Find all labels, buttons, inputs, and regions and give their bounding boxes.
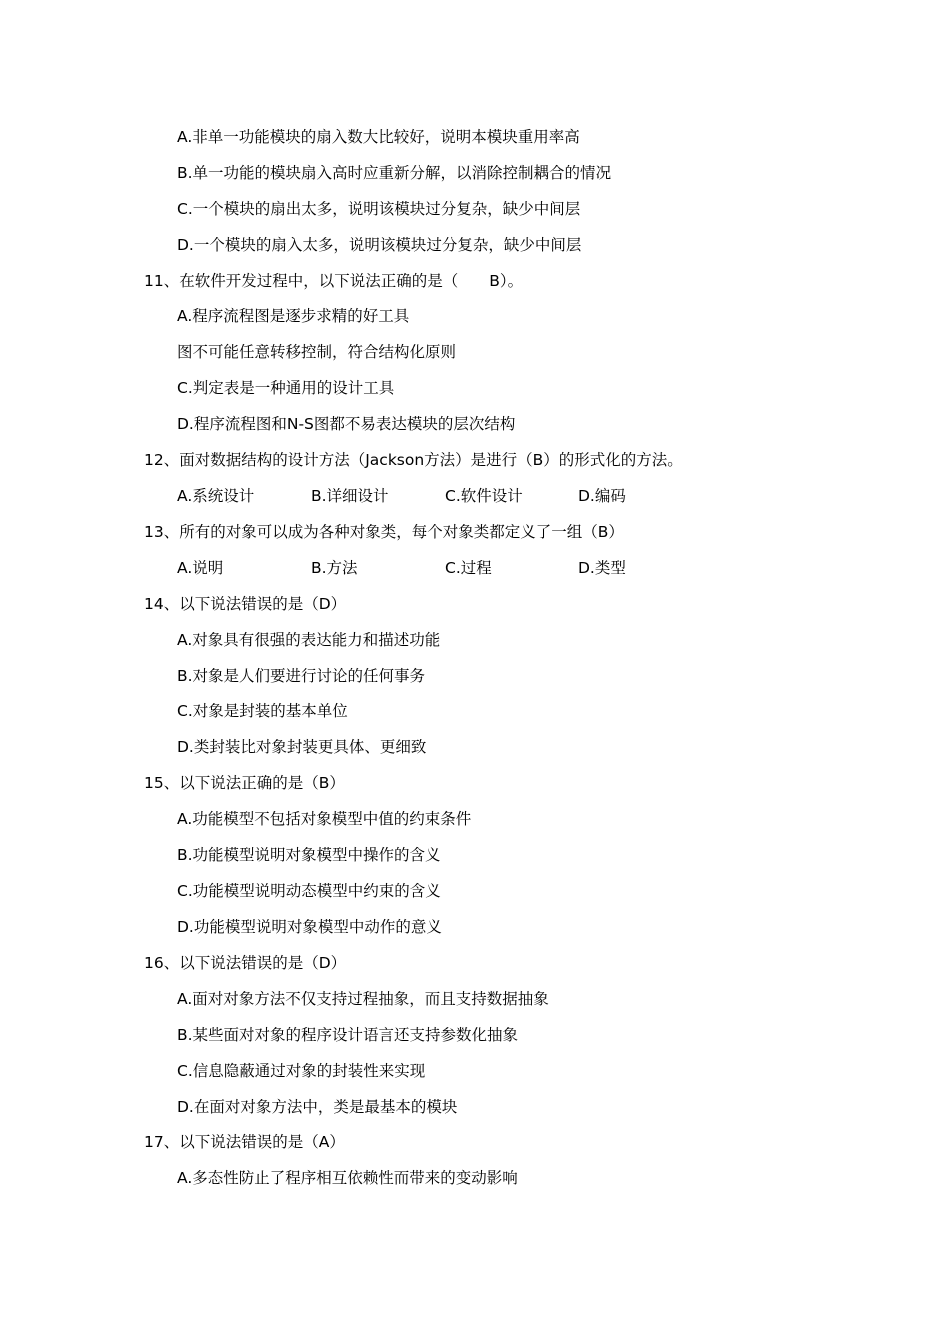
q17-option-a: A.多态性防止了程序相互依赖性而带来的变动影响 — [177, 1169, 518, 1187]
q10-option-b: B.单一功能的模块扇入高时应重新分解，以消除控制耦合的情况 — [177, 164, 612, 182]
q13-option-b: B.方法 — [311, 559, 358, 577]
q14-stem: 14、以下说法错误的是（D） — [144, 595, 347, 613]
q14-option-a: A.对象具有很强的表达能力和描述功能 — [177, 631, 441, 649]
q10-option-a: A.非单一功能模块的扇入数大比较好，说明本模块重用率高 — [177, 128, 580, 146]
q15-stem: 15、以下说法正确的是（B） — [144, 774, 345, 792]
q14-option-d: D.类封装比对象封装更具体、更细致 — [177, 738, 427, 756]
q14-option-b: B.对象是人们要进行讨论的任何事务 — [177, 667, 426, 685]
q13-option-c: C.过程 — [445, 559, 492, 577]
q13-option-a: A.说明 — [177, 559, 224, 577]
q14-option-c: C.对象是封装的基本单位 — [177, 702, 348, 720]
q16-option-b: B.某些面对对象的程序设计语言还支持参数化抽象 — [177, 1026, 519, 1044]
q11-option-c: C.判定表是一种通用的设计工具 — [177, 379, 395, 397]
q16-stem: 16、以下说法错误的是（D） — [144, 954, 347, 972]
q12-stem: 12、面对数据结构的设计方法（Jackson方法）是进行（B）的形式化的方法。 — [144, 451, 683, 469]
q12-option-b: B.详细设计 — [311, 487, 389, 505]
q11-option-b: 图不可能任意转移控制，符合结构化原则 — [177, 343, 457, 361]
q17-stem: 17、以下说法错误的是（A） — [144, 1133, 345, 1151]
q11-option-a: A.程序流程图是逐步求精的好工具 — [177, 307, 410, 325]
q13-stem: 13、所有的对象可以成为各种对象类，每个对象类都定义了一组（B） — [144, 523, 624, 541]
q12-option-a: A.系统设计 — [177, 487, 255, 505]
q15-option-c: C.功能模型说明动态模型中约束的含义 — [177, 882, 441, 900]
q10-option-c: C.一个模块的扇出太多，说明该模块过分复杂，缺少中间层 — [177, 200, 581, 218]
q11-option-d: D.程序流程图和N-S图都不易表达模块的层次结构 — [177, 415, 516, 433]
q12-option-d: D.编码 — [578, 487, 626, 505]
q16-option-d: D.在面对对象方法中，类是最基本的模块 — [177, 1098, 458, 1116]
q10-option-d: D.一个模块的扇入太多，说明该模块过分复杂，缺少中间层 — [177, 236, 582, 254]
q15-option-b: B.功能模型说明对象模型中操作的含义 — [177, 846, 441, 864]
q16-option-a: A.面对对象方法不仅支持过程抽象，而且支持数据抽象 — [177, 990, 549, 1008]
q11-stem: 11、在软件开发过程中，以下说法正确的是（ B）。 — [144, 272, 524, 290]
q12-option-c: C.软件设计 — [445, 487, 523, 505]
q13-option-d: D.类型 — [578, 559, 626, 577]
q15-option-a: A.功能模型不包括对象模型中值的约束条件 — [177, 810, 472, 828]
q16-option-c: C.信息隐蔽通过对象的封装性来实现 — [177, 1062, 426, 1080]
q15-option-d: D.功能模型说明对象模型中动作的意义 — [177, 918, 442, 936]
